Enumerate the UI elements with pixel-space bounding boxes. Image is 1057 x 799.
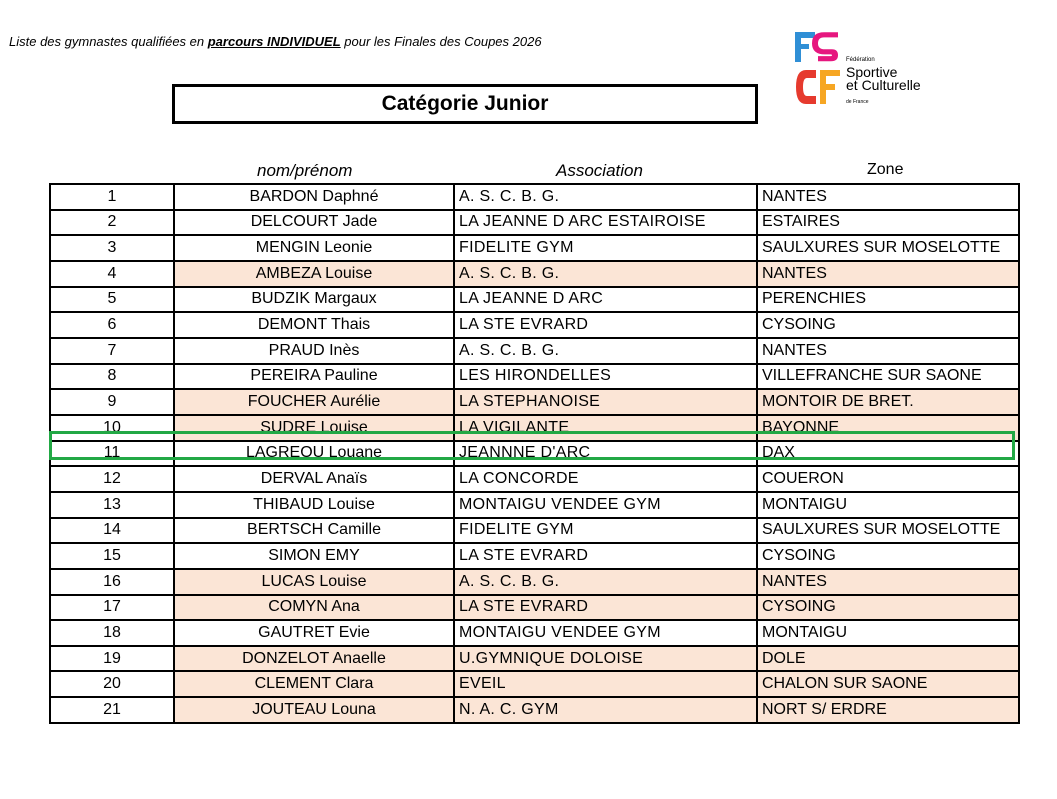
table-row[interactable] [50, 671, 1019, 697]
zone-cell[interactable]: NANTES [757, 569, 1019, 595]
zone-cell[interactable]: PERENCHIES [757, 287, 1019, 313]
header-association: Association [556, 161, 643, 180]
gymnast-name-cell[interactable]: DELCOURT Jade [174, 210, 454, 236]
gymnast-name-cell[interactable]: JOUTEAU Louna [174, 697, 454, 723]
gymnast-name-cell[interactable]: THIBAUD Louise [174, 492, 454, 518]
association-cell[interactable]: LA STE EVRARD [454, 543, 757, 569]
row-number-cell[interactable]: 17 [50, 595, 174, 621]
association-cell[interactable]: FIDELITE GYM [454, 235, 757, 261]
association-cell[interactable]: A. S. C. B. G. [454, 338, 757, 364]
row-number-cell[interactable]: 15 [50, 543, 174, 569]
table-row[interactable] [50, 620, 1019, 646]
gymnast-name-cell[interactable]: GAUTRET Evie [174, 620, 454, 646]
logo-text-federation: Fédération [846, 57, 875, 63]
table-row[interactable] [50, 415, 1019, 441]
gymnast-name-cell[interactable]: BARDON Daphné [174, 184, 454, 210]
table-row[interactable] [50, 210, 1019, 236]
row-number-cell[interactable]: 1 [50, 184, 174, 210]
row-number-cell[interactable]: 14 [50, 518, 174, 544]
zone-cell[interactable]: CYSOING [757, 543, 1019, 569]
row-number-cell[interactable]: 5 [50, 287, 174, 313]
table-row[interactable] [50, 569, 1019, 595]
gymnast-name-cell[interactable]: DERVAL Anaïs [174, 466, 454, 492]
intro-text-before: Liste des gymnastes qualifiées en [9, 34, 208, 49]
row-number-cell[interactable]: 19 [50, 646, 174, 672]
association-cell[interactable]: FIDELITE GYM [454, 518, 757, 544]
association-cell[interactable]: LA STE EVRARD [454, 595, 757, 621]
gymnast-name-cell[interactable]: LUCAS Louise [174, 569, 454, 595]
table-row[interactable] [50, 543, 1019, 569]
zone-cell[interactable]: NANTES [757, 338, 1019, 364]
gymnast-name-cell[interactable]: LAGREOU Louane [174, 441, 454, 467]
association-cell[interactable]: LA JEANNE D ARC [454, 287, 757, 313]
association-cell[interactable]: LA VIGILANTE [454, 415, 757, 441]
association-cell[interactable]: JEANNNE D'ARC [454, 441, 757, 467]
association-cell[interactable]: A. S. C. B. G. [454, 261, 757, 287]
logo-text-main [846, 66, 921, 92]
association-cell[interactable]: LA JEANNE D ARC ESTAIROISE [454, 210, 757, 236]
gymnast-name-cell[interactable]: DONZELOT Anaelle [174, 646, 454, 672]
intro-line [9, 34, 542, 49]
table-row[interactable] [50, 389, 1019, 415]
zone-cell[interactable]: CYSOING [757, 312, 1019, 338]
zone-cell[interactable]: CYSOING [757, 595, 1019, 621]
zone-cell[interactable]: DOLE [757, 646, 1019, 672]
gymnast-name-cell[interactable]: BERTSCH Camille [174, 518, 454, 544]
gymnast-name-cell[interactable]: CLEMENT Clara [174, 671, 454, 697]
row-number-cell[interactable]: 18 [50, 620, 174, 646]
table-row[interactable] [50, 441, 1019, 467]
table-row[interactable] [50, 312, 1019, 338]
association-cell[interactable]: LA STE EVRARD [454, 312, 757, 338]
row-number-cell[interactable]: 4 [50, 261, 174, 287]
gymnast-name-cell[interactable]: AMBEZA Louise [174, 261, 454, 287]
zone-cell[interactable]: VILLEFRANCHE SUR SAONE [757, 364, 1019, 390]
association-cell[interactable]: A. S. C. B. G. [454, 569, 757, 595]
row-number-cell[interactable]: 12 [50, 466, 174, 492]
association-cell[interactable]: LES HIRONDELLES [454, 364, 757, 390]
gymnast-name-cell[interactable]: FOUCHER Aurélie [174, 389, 454, 415]
zone-cell[interactable]: ESTAIRES [757, 210, 1019, 236]
table-row[interactable] [50, 646, 1019, 672]
gymnast-name-cell[interactable]: SUDRE Louise [174, 415, 454, 441]
zone-cell[interactable]: BAYONNE [757, 415, 1019, 441]
row-number-cell[interactable]: 6 [50, 312, 174, 338]
table-row[interactable] [50, 261, 1019, 287]
association-cell[interactable]: U.GYMNIQUE DOLOISE [454, 646, 757, 672]
fscf-logo [794, 30, 934, 110]
gymnast-name-cell[interactable]: SIMON EMY [174, 543, 454, 569]
table-row[interactable] [50, 518, 1019, 544]
association-cell[interactable]: MONTAIGU VENDEE GYM [454, 620, 757, 646]
association-cell[interactable]: LA CONCORDE [454, 466, 757, 492]
row-number-cell[interactable]: 20 [50, 671, 174, 697]
table-row[interactable] [50, 184, 1019, 210]
table-row[interactable] [50, 235, 1019, 261]
row-number-cell[interactable]: 3 [50, 235, 174, 261]
zone-cell[interactable]: NORT S/ ERDRE [757, 697, 1019, 723]
zone-cell[interactable]: CHALON SUR SAONE [757, 671, 1019, 697]
qualified-gymnasts-table [49, 183, 1020, 724]
zone-cell[interactable]: MONTAIGU [757, 492, 1019, 518]
header-name: nom/prénom [257, 161, 353, 180]
association-cell[interactable]: EVEIL [454, 671, 757, 697]
row-number-cell[interactable]: 9 [50, 389, 174, 415]
row-number-cell[interactable]: 13 [50, 492, 174, 518]
header-zone: Zone [867, 161, 904, 178]
table-row[interactable] [50, 364, 1019, 390]
logo-text-sportive: Sportive [846, 64, 898, 80]
zone-cell[interactable]: COUERON [757, 466, 1019, 492]
gymnast-name-cell[interactable]: DEMONT Thais [174, 312, 454, 338]
intro-emphasis: parcours INDIVIDUEL [207, 34, 341, 49]
row-number-cell[interactable]: 11 [50, 441, 174, 467]
zone-cell[interactable]: NANTES [757, 261, 1019, 287]
row-number-cell[interactable]: 8 [50, 364, 174, 390]
gymnast-name-cell[interactable]: COMYN Ana [174, 595, 454, 621]
row-number-cell[interactable]: 21 [50, 697, 174, 723]
gymnast-name-cell[interactable]: PEREIRA Pauline [174, 364, 454, 390]
zone-cell[interactable]: SAULXURES SUR MOSELOTTE [757, 235, 1019, 261]
table-row[interactable] [50, 338, 1019, 364]
table-row[interactable] [50, 595, 1019, 621]
intro-text-after: pour les Finales des Coupes 2026 [340, 34, 542, 49]
row-number-cell[interactable]: 10 [50, 415, 174, 441]
table-row[interactable] [50, 287, 1019, 313]
category-title: Catégorie Junior [381, 92, 549, 115]
gymnast-name-cell[interactable]: PRAUD Inès [174, 338, 454, 364]
table-row[interactable] [50, 466, 1019, 492]
association-cell[interactable]: MONTAIGU VENDEE GYM [454, 492, 757, 518]
zone-cell[interactable]: SAULXURES SUR MOSELOTTE [757, 518, 1019, 544]
logo-text-culturelle: et Culturelle [846, 77, 921, 93]
zone-cell[interactable]: DAX [757, 441, 1019, 467]
row-number-cell[interactable]: 2 [50, 210, 174, 236]
gymnast-name-cell[interactable]: MENGIN Leonie [174, 235, 454, 261]
category-title-box [172, 84, 758, 124]
table-row[interactable] [50, 492, 1019, 518]
fscf-logo-mark [794, 30, 844, 110]
row-number-cell[interactable]: 7 [50, 338, 174, 364]
zone-cell[interactable]: NANTES [757, 184, 1019, 210]
association-cell[interactable]: A. S. C. B. G. [454, 184, 757, 210]
zone-cell[interactable]: MONTAIGU [757, 620, 1019, 646]
table-row[interactable] [50, 697, 1019, 723]
association-cell[interactable]: N. A. C. GYM [454, 697, 757, 723]
table-body [50, 184, 1019, 723]
gymnast-name-cell[interactable]: BUDZIK Margaux [174, 287, 454, 313]
association-cell[interactable]: LA STEPHANOISE [454, 389, 757, 415]
zone-cell[interactable]: MONTOIR DE BRET. [757, 389, 1019, 415]
logo-text-france: de France [846, 99, 869, 105]
row-number-cell[interactable]: 16 [50, 569, 174, 595]
